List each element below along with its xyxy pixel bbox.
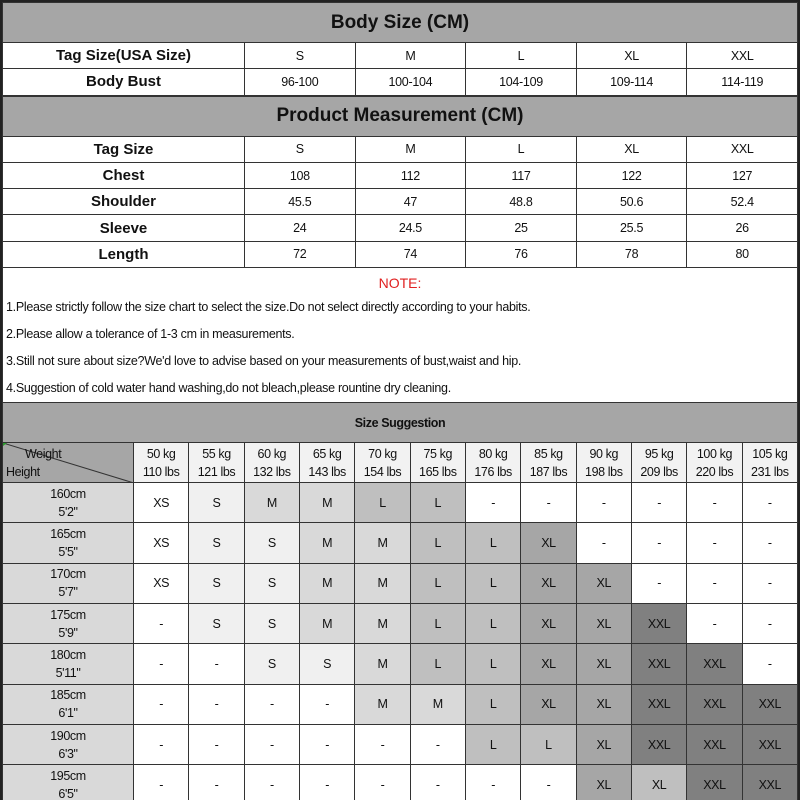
size-cell: - (355, 724, 410, 764)
weight-lbs: 198 lbs (585, 464, 623, 479)
cell: 25 (466, 215, 577, 241)
size-cell: XS (134, 483, 189, 523)
size-cell: M (299, 523, 354, 563)
size-cell: - (134, 765, 189, 800)
cell: 52.4 (687, 189, 798, 215)
body-size-title: Body Size (CM) (3, 3, 798, 43)
size-cell: XXL (742, 684, 797, 724)
weight-lbs: 231 lbs (751, 464, 789, 479)
size-cell: - (244, 765, 299, 800)
size-cell: M (355, 563, 410, 603)
height-cm: 160cm (50, 486, 86, 501)
size-cell: XL (576, 684, 631, 724)
cell: L (466, 43, 577, 69)
height-ft: 6'5" (58, 786, 78, 800)
weight-header-cell (410, 443, 465, 483)
size-cell: XL (576, 765, 631, 800)
table-row (3, 43, 798, 69)
size-cell: - (465, 483, 520, 523)
size-cell: - (244, 724, 299, 764)
row-label: Body Bust (3, 69, 245, 95)
cell: 48.8 (466, 189, 577, 215)
table-row (3, 162, 798, 188)
weight-lbs: 165 lbs (419, 464, 457, 479)
size-cell: L (465, 684, 520, 724)
size-cell: XXL (631, 684, 686, 724)
weight-lbs: 220 lbs (695, 464, 734, 479)
size-cell: XL (521, 603, 576, 643)
corner-cell (3, 443, 134, 483)
height-cm: 190cm (50, 728, 86, 743)
size-cell: - (189, 724, 244, 764)
size-cell: M (355, 644, 410, 684)
size-cell: - (742, 563, 797, 603)
size-cell: XL (521, 523, 576, 563)
weight-header-cell (189, 443, 244, 483)
height-cell (3, 644, 134, 684)
size-cell: - (521, 765, 576, 800)
weight-header-cell (134, 443, 189, 483)
height-cm: 185cm (50, 688, 86, 703)
row-label: Tag Size(USA Size) (3, 43, 245, 69)
height-cell (3, 684, 134, 724)
weight-kg: 80 kg (478, 446, 508, 461)
row-label: Shoulder (3, 189, 245, 215)
row-label: Tag Size (3, 136, 245, 162)
weight-kg: 55 kg (202, 446, 231, 461)
size-cell: - (355, 765, 410, 800)
size-cell: S (189, 563, 244, 603)
size-cell: S (244, 563, 299, 603)
size-cell: - (631, 483, 686, 523)
height-cell (3, 523, 134, 563)
weight-header-cell (465, 443, 520, 483)
table-row (3, 684, 798, 724)
size-cell: - (576, 523, 631, 563)
weight-header-cell (355, 443, 410, 483)
height-cm: 165cm (50, 527, 86, 542)
size-cell: XL (576, 563, 631, 603)
height-ft: 6'3" (58, 746, 78, 761)
size-cell: - (631, 563, 686, 603)
cell: 72 (245, 241, 356, 267)
size-cell: XXL (687, 765, 742, 800)
size-cell: S (189, 483, 244, 523)
size-cell: - (189, 684, 244, 724)
size-cell: S (189, 603, 244, 643)
height-cell (3, 563, 134, 603)
height-cm: 195cm (50, 768, 86, 783)
weight-header-cell (521, 443, 576, 483)
cell: 96-100 (245, 69, 356, 95)
weight-lbs: 187 lbs (529, 464, 568, 479)
cell: 104-109 (466, 69, 577, 95)
cell: 50.6 (576, 189, 687, 215)
note-line: 3.Still not sure about size?We'd love to advise based on your measurements of bust,waist and hip. (6, 354, 522, 369)
size-cell: XXL (742, 765, 797, 800)
size-cell: M (244, 483, 299, 523)
size-cell: XXL (687, 644, 742, 684)
size-cell: - (410, 724, 465, 764)
size-cell: - (189, 765, 244, 800)
cell: XL (576, 136, 687, 162)
row-label: Length (3, 241, 245, 267)
size-cell: - (687, 483, 742, 523)
size-cell: XS (134, 523, 189, 563)
table-row (3, 136, 798, 162)
cell: 117 (466, 162, 577, 188)
cell: 114-119 (687, 69, 798, 95)
size-cell: - (687, 603, 742, 643)
size-cell: L (465, 563, 520, 603)
weight-kg: 75 kg (423, 446, 453, 461)
height-cm: 180cm (50, 647, 86, 662)
height-ft: 5'11" (55, 665, 81, 680)
size-cell: L (410, 644, 465, 684)
size-cell: L (465, 644, 520, 684)
cell: XXL (687, 43, 798, 69)
cell: M (355, 43, 466, 69)
product-measurement-title: Product Measurement (CM) (3, 96, 798, 136)
size-cell: - (742, 483, 797, 523)
size-cell: XXL (631, 724, 686, 764)
size-cell: S (244, 603, 299, 643)
size-cell: XL (631, 765, 686, 800)
cell: M (355, 136, 466, 162)
size-suggestion-table (2, 402, 798, 800)
weight-header-cell (576, 443, 631, 483)
size-cell: S (244, 644, 299, 684)
note-line: 2.Please allow a tolerance of 1-3 cm in measurements. (6, 327, 295, 342)
weight-kg: 50 kg (146, 446, 176, 461)
weight-kg: 85 kg (534, 446, 563, 461)
product-measurement-table (2, 96, 798, 268)
weight-kg: 65 kg (312, 446, 342, 461)
size-cell: XL (576, 603, 631, 643)
size-cell: M (299, 603, 354, 643)
table-row (3, 644, 798, 684)
height-axis-label: Height (6, 465, 40, 480)
size-cell: M (355, 523, 410, 563)
table-row (3, 241, 798, 267)
size-cell: - (134, 603, 189, 643)
size-cell: - (299, 724, 354, 764)
table-row (3, 523, 798, 563)
note-title: NOTE: (378, 275, 422, 292)
size-cell: L (410, 483, 465, 523)
weight-lbs: 176 lbs (474, 464, 512, 479)
cell: 24.5 (355, 215, 466, 241)
cell: 76 (466, 241, 577, 267)
size-cell: - (465, 765, 520, 800)
height-cm: 175cm (50, 607, 86, 622)
size-cell: - (134, 644, 189, 684)
table-row (3, 215, 798, 241)
table-row (3, 189, 798, 215)
size-cell: XL (576, 644, 631, 684)
cell: 24 (245, 215, 356, 241)
height-ft: 6'1" (58, 706, 78, 721)
size-cell: L (410, 523, 465, 563)
size-cell: S (299, 644, 354, 684)
size-cell: L (465, 603, 520, 643)
cell: 78 (576, 241, 687, 267)
weight-kg: 60 kg (257, 446, 287, 461)
cell: 112 (355, 162, 466, 188)
size-cell: L (521, 724, 576, 764)
size-cell: L (465, 724, 520, 764)
weight-kg: 70 kg (368, 446, 397, 461)
size-cell: - (189, 644, 244, 684)
note-line: 1.Please strictly follow the size chart to select the size.Do not select directly according to your habits. (6, 300, 531, 315)
table-row (3, 483, 798, 523)
cell: 47 (355, 189, 466, 215)
size-cell: - (742, 644, 797, 684)
height-ft: 5'7" (58, 585, 78, 600)
size-cell: L (355, 483, 410, 523)
size-cell: L (465, 523, 520, 563)
weight-header-cell (299, 443, 354, 483)
row-label: Chest (3, 162, 245, 188)
height-cell (3, 603, 134, 643)
weight-lbs: 154 lbs (363, 464, 402, 479)
size-cell: - (410, 765, 465, 800)
size-cell: M (410, 684, 465, 724)
weight-kg: 100 kg (696, 446, 733, 461)
cell: 45.5 (245, 189, 356, 215)
size-cell: XXL (742, 724, 797, 764)
size-cell: - (134, 684, 189, 724)
size-cell: - (576, 483, 631, 523)
size-cell: - (742, 523, 797, 563)
size-cell: - (631, 523, 686, 563)
height-ft: 5'9" (58, 625, 78, 640)
height-ft: 5'2" (58, 504, 78, 519)
weight-lbs: 143 lbs (308, 464, 346, 479)
weight-header-cell (244, 443, 299, 483)
cell: S (245, 136, 356, 162)
size-cell: L (410, 603, 465, 643)
cell: 109-114 (576, 69, 687, 95)
size-cell: - (299, 684, 354, 724)
table-row (3, 724, 798, 764)
table-row (3, 603, 798, 643)
size-suggestion-title: Size Suggestion (3, 403, 798, 443)
cell: 80 (687, 241, 798, 267)
size-cell: M (355, 684, 410, 724)
size-cell: - (687, 563, 742, 603)
table-row (3, 69, 798, 95)
size-cell: XL (521, 563, 576, 603)
weight-kg: 105 kg (752, 446, 788, 461)
size-cell: M (299, 563, 354, 603)
size-cell: XXL (631, 603, 686, 643)
size-cell: - (742, 603, 797, 643)
size-cell: XXL (687, 724, 742, 764)
weight-header-cell (687, 443, 742, 483)
height-ft: 5'5" (58, 545, 78, 560)
size-cell: XL (576, 724, 631, 764)
cell: 26 (687, 215, 798, 241)
weight-header-cell (631, 443, 686, 483)
size-cell: S (244, 523, 299, 563)
weight-header-cell (742, 443, 797, 483)
weight-kg: 90 kg (589, 446, 619, 461)
size-cell: - (521, 483, 576, 523)
size-cell: L (410, 563, 465, 603)
size-cell: - (134, 724, 189, 764)
size-cell: - (687, 523, 742, 563)
size-cell: XXL (631, 644, 686, 684)
cell: S (245, 43, 356, 69)
cell: 122 (576, 162, 687, 188)
weight-kg: 95 kg (644, 446, 674, 461)
cell: L (466, 136, 577, 162)
height-cell (3, 765, 134, 800)
size-cell: XL (521, 644, 576, 684)
cell: XXL (687, 136, 798, 162)
size-cell: - (299, 765, 354, 800)
size-cell: XS (134, 563, 189, 603)
height-cm: 170cm (50, 567, 86, 582)
table-row (3, 563, 798, 603)
cell: 74 (355, 241, 466, 267)
body-size-table (2, 2, 798, 96)
size-cell: XXL (687, 684, 742, 724)
height-cell (3, 724, 134, 764)
height-cell (3, 483, 134, 523)
size-cell: S (189, 523, 244, 563)
weight-lbs: 209 lbs (640, 464, 678, 479)
notes-section (2, 268, 798, 402)
size-cell: M (355, 603, 410, 643)
weight-lbs: 121 lbs (197, 464, 236, 479)
weight-lbs: 132 lbs (253, 464, 291, 479)
size-cell: M (299, 483, 354, 523)
table-row (3, 765, 798, 800)
cell: 127 (687, 162, 798, 188)
cell: 25.5 (576, 215, 687, 241)
cell: 108 (245, 162, 356, 188)
note-line: 4.Suggestion of cold water hand washing,do not bleach,please rountine dry cleaning. (6, 381, 451, 396)
weight-lbs: 110 lbs (142, 464, 180, 479)
cell: XL (576, 43, 687, 69)
cell: 100-104 (355, 69, 466, 95)
weight-header-row (3, 443, 798, 483)
size-cell: XL (521, 684, 576, 724)
row-label: Sleeve (3, 215, 245, 241)
weight-axis-label: Weight (25, 447, 62, 462)
size-cell: - (244, 684, 299, 724)
